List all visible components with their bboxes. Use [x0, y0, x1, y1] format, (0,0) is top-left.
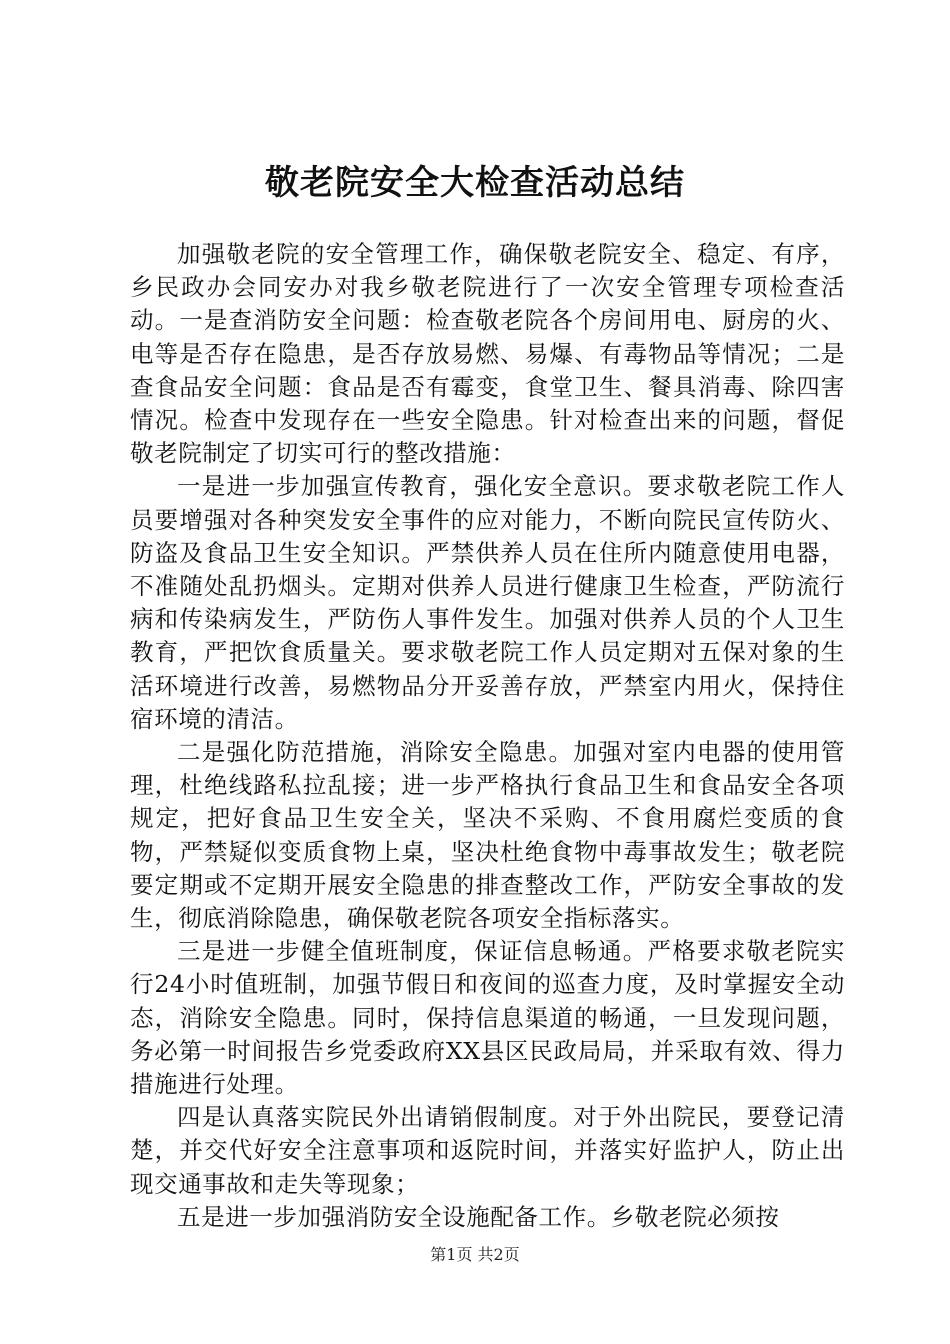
document-title: 敬老院安全大检查活动总结	[265, 163, 685, 203]
document-body	[130, 238, 845, 1234]
paragraph-measure-1: 一是进一步加强宣传教育，强化安全意识。要求敬老院工作人员要增强对各种突发安全事件的应对能力，不断向院民宣传防火、防盗及食品卫生安全知识。严禁供养人员在住所内随意使用电器，不准随处乱扔烟头。定期对供养人员进行健康卫生检查，严防流行病和传染病发生，严防伤人事件发生。加强对供养人员的个人卫生教育，严把饮食质量关。要求敬老院工作人员定期对五保对象的生活环境进行改善，易燃物品分开妥善存放，严禁室内用火，保持住宿环境的清洁。	[130, 472, 845, 733]
paragraph-measure-2: 二是强化防范措施，消除安全隐患。加强对室内电器的使用管理，杜绝线路私拉乱接；进一步严格执行食品卫生和食品安全各项规定，把好食品卫生安全关，坚决不采购、不食用腐烂变质的食物，严禁疑似变质食物上桌，坚决杜绝食物中毒事故发生；敬老院要定期或不定期开展安全隐患的排查整改工作，严防安全事故的发生，彻底消除隐患，确保敬老院各项安全指标落实。	[130, 738, 845, 933]
paragraph-measure-3: 三是进一步健全值班制度，保证信息畅通。严格要求敬老院实行24小时值班制，加强节假日和夜间的巡查力度，及时掌握安全动态，消除安全隐患。同时，保持信息渠道的畅通，一旦发现问题，务必第一时间报告乡党委政府XX县区民政局局，并采取有效、得力措施进行处理。	[130, 937, 845, 1099]
paragraph-measure-5: 五是进一步加强消防安全设施配备工作。乡敬老院必须按	[177, 1202, 780, 1231]
paragraph-measure-4: 四是认真落实院民外出请销假制度。对于外出院民，要登记清楚，并交代好安全注意事项和返院时间，并落实好监护人，防止出现交通事故和走失等现象；	[130, 1103, 845, 1198]
page-number-footer: 第1页 共2页	[430, 1245, 520, 1264]
paragraph-intro: 加强敬老院的安全管理工作，确保敬老院安全、稳定、有序，乡民政办会同安办对我乡敬老院进行了一次安全管理专项检查活动。一是查消防安全问题：检查敬老院各个房间用电、厨房的火、电等是否存在隐患，是否存放易燃、易爆、有毒物品等情况；二是查食品安全问题：食品是否有霉变，食堂卫生、餐具消毒、除四害情况。检查中发现存在一些安全隐患。针对检查出来的问题，督促敬老院制定了切实可行的整改措施：	[130, 240, 845, 468]
